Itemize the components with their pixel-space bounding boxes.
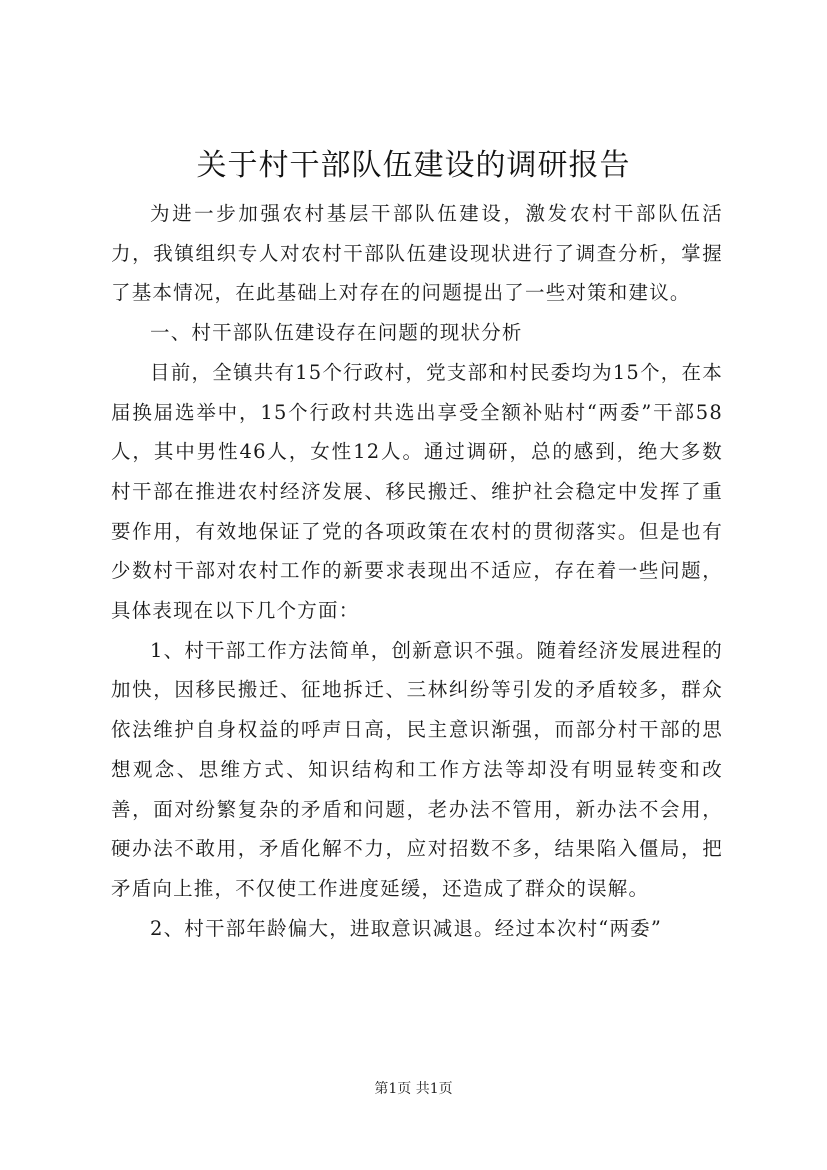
paragraph-current-status: 目前，全镇共有15个行政村，党支部和村民委均为15个，在本届换届选举中，15个行政村共选出享受全额补贴村“两委”干部58人，其中男性46人，女性12人。通过调研，总的感到，绝大多数村干部在推进农村经济发展、移民搬迁、维护社会稳定中发挥了重要作用，有效地保证了党的各项政策在农村的贯彻落实。但是也有少数村干部对农村工作的新要求表现出不适应，存在着一些问题，具体表现在以下几个方面： bbox=[111, 360, 723, 623]
document-title: 关于村干部队伍建设的调研报告 bbox=[196, 148, 631, 183]
paragraph-issue-1: 1、村干部工作方法简单，创新意识不强。随着经济发展进程的加快，因移民搬迁、征地拆迁、三林纠纷等引发的矛盾较多，群众依法维护自身权益的呼声日高，民主意识渐强，而部分村干部的思想观念、思维方式、知识结构和工作方法等却没有明显转变和改善，面对纷繁复杂的矛盾和问题，老办法不管用，新办法不会用，硬办法不敢用，矛盾化解不力，应对招数不多，结果陷入僵局，把矛盾向上推，不仅使工作进度延缓，还造成了群众的误解。 bbox=[111, 638, 723, 900]
section-heading-1: 一、村干部队伍建设存在问题的现状分析 bbox=[150, 321, 523, 345]
paragraph-issue-2: 2、村干部年龄偏大，进取意识减退。经过本次村“两委” bbox=[150, 916, 663, 940]
paragraph-intro: 为进一步加强农村基层干部队伍建设，激发农村干部队伍活力，我镇组织专人对农村干部队伍建设现状进行了调查分析，掌握了基本情况，在此基础上对存在的问题提出了一些对策和建议。 bbox=[111, 202, 723, 305]
document-body bbox=[111, 194, 723, 948]
page-footer: 第1页 共1页 bbox=[374, 1081, 453, 1097]
